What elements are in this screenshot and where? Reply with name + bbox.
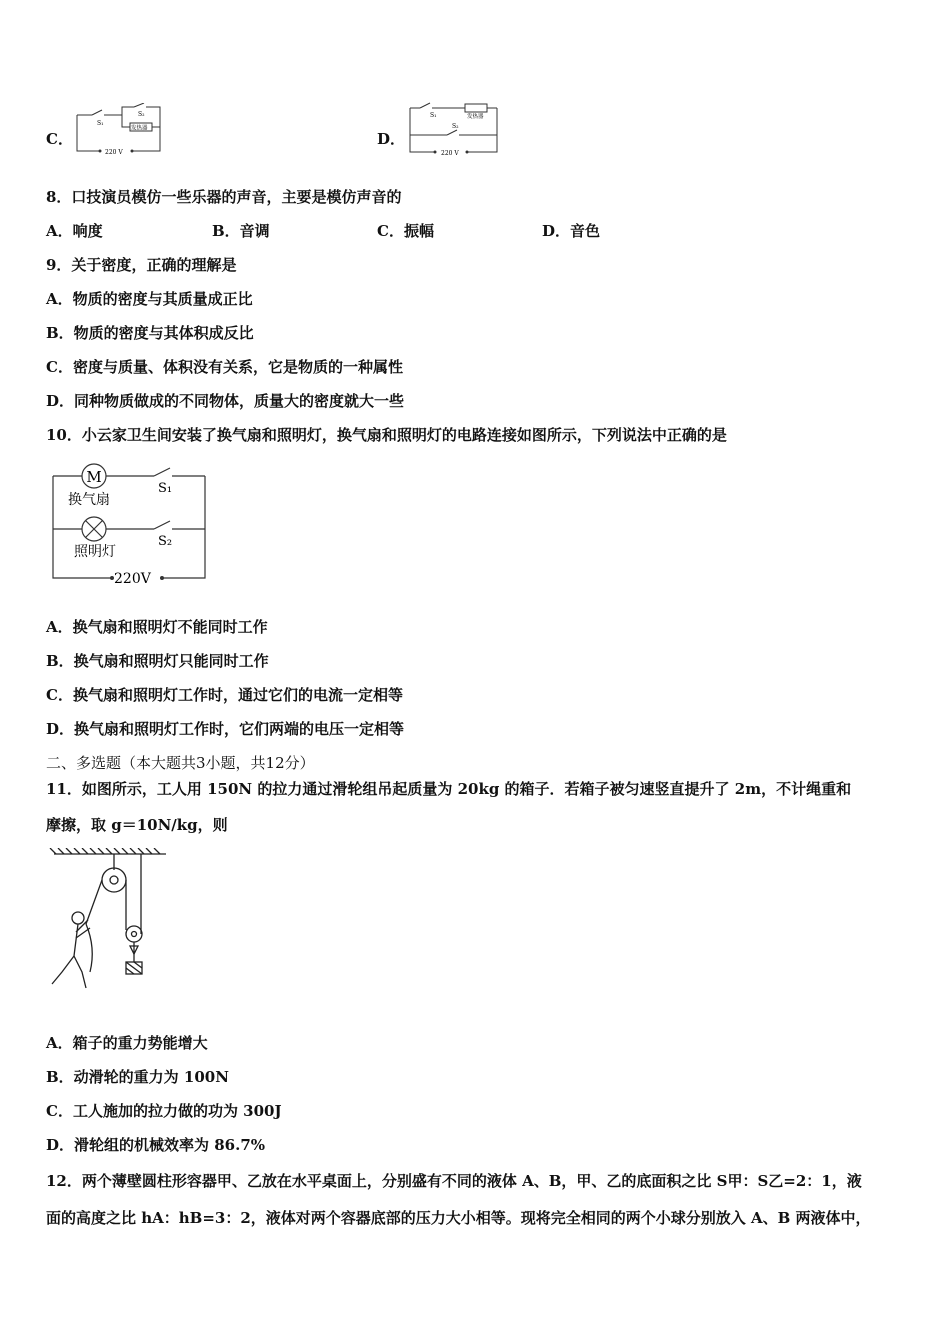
q10-s2-label: S₂ bbox=[158, 534, 173, 549]
q10-option-d: D．换气扇和照明灯工作时，它们两端的电压一定相等 bbox=[46, 720, 405, 738]
q11-pulley-figure bbox=[46, 848, 174, 996]
q7-option-d-circuit bbox=[405, 100, 503, 160]
q7c-device-label: 发热器 bbox=[131, 125, 148, 132]
q11-stem-line1: 11．如图所示，工人用 150N 的拉力通过滑轮组吊起质量为 20kg 的箱子．若箱子被匀速竖直提升了 2m，不计绳重和 bbox=[46, 780, 852, 798]
q10-fan-label: 换气扇 bbox=[68, 492, 110, 508]
q10-option-a: A．换气扇和照明灯不能同时工作 bbox=[46, 618, 268, 636]
q9-option-a: A．物质的密度与其质量成正比 bbox=[46, 290, 253, 308]
q8-option-a: A．响度 bbox=[46, 222, 103, 240]
q11-option-b: B．动滑轮的重力为 100N bbox=[46, 1068, 229, 1086]
q11-option-a: A．箱子的重力势能增大 bbox=[46, 1034, 208, 1052]
q9-stem: 9．关于密度，正确的理解是 bbox=[46, 256, 237, 274]
q12-line1: 12．两个薄壁圆柱形容器甲、乙放在水平桌面上，分别盛有不同的液体 A、B，甲、乙的底面积之比 S甲：S乙=2：1，液 bbox=[46, 1172, 862, 1190]
q10-s1-label: S₁ bbox=[158, 481, 173, 496]
q9-option-b: B．物质的密度与其体积成反比 bbox=[46, 324, 254, 342]
q7c-s2-label: S₂ bbox=[138, 111, 145, 118]
q7-option-d-label: D． bbox=[377, 130, 406, 148]
q8-stem: 8．口技演员模仿一些乐器的声音，主要是模仿声音的 bbox=[46, 188, 402, 206]
q10-stem: 10．小云家卫生间安装了换气扇和照明灯，换气扇和照明灯的电路连接如图所示，下列说法中正确的是 bbox=[46, 426, 727, 444]
q10-motor-symbol: M bbox=[86, 468, 102, 486]
q7-option-c-circuit bbox=[72, 103, 167, 158]
q10-option-c: C．换气扇和照明灯工作时，通过它们的电流一定相等 bbox=[46, 686, 403, 704]
q9-option-d: D．同种物质做成的不同物体，质量大的密度就大一些 bbox=[46, 392, 405, 410]
q11-option-c: C．工人施加的拉力做的功为 300J bbox=[46, 1102, 282, 1120]
q7d-device-label: 发热器 bbox=[467, 114, 484, 120]
q10-voltage-label: 220V bbox=[114, 571, 151, 587]
q7c-s1-label: S₁ bbox=[97, 120, 104, 127]
q7d-s2-label: S₂ bbox=[452, 123, 459, 130]
q10-lamp-label: 照明灯 bbox=[74, 544, 116, 560]
q7d-s1-label: S₁ bbox=[430, 112, 437, 119]
q11-option-d: D．滑轮组的机械效率为 86.7% bbox=[46, 1136, 266, 1154]
q12-line2: 面的高度之比 hA：hB=3：2，液体对两个容器底部的压力大小相等。现将完全相同的两个小球分别放入 A、B 两液体中， bbox=[46, 1209, 871, 1227]
q8-option-c: C．振幅 bbox=[377, 222, 434, 240]
q7d-voltage-label: 220 V bbox=[441, 150, 459, 157]
section2-heading: 二、多选题（本大题共3小题，共12分） bbox=[46, 754, 315, 772]
q10-option-b: B．换气扇和照明灯只能同时工作 bbox=[46, 652, 269, 670]
q10-circuit-diagram bbox=[50, 458, 215, 588]
q9-option-c: C．密度与质量、体积没有关系，它是物质的一种属性 bbox=[46, 358, 403, 376]
q11-stem-line2: 摩擦，取 g＝10N/kg，则 bbox=[46, 816, 228, 834]
q7c-voltage-label: 220 V bbox=[105, 149, 123, 156]
q8-option-d: D．音色 bbox=[542, 222, 601, 240]
q7-option-c-label: C． bbox=[46, 130, 73, 148]
q8-option-b: B．音调 bbox=[212, 222, 270, 240]
